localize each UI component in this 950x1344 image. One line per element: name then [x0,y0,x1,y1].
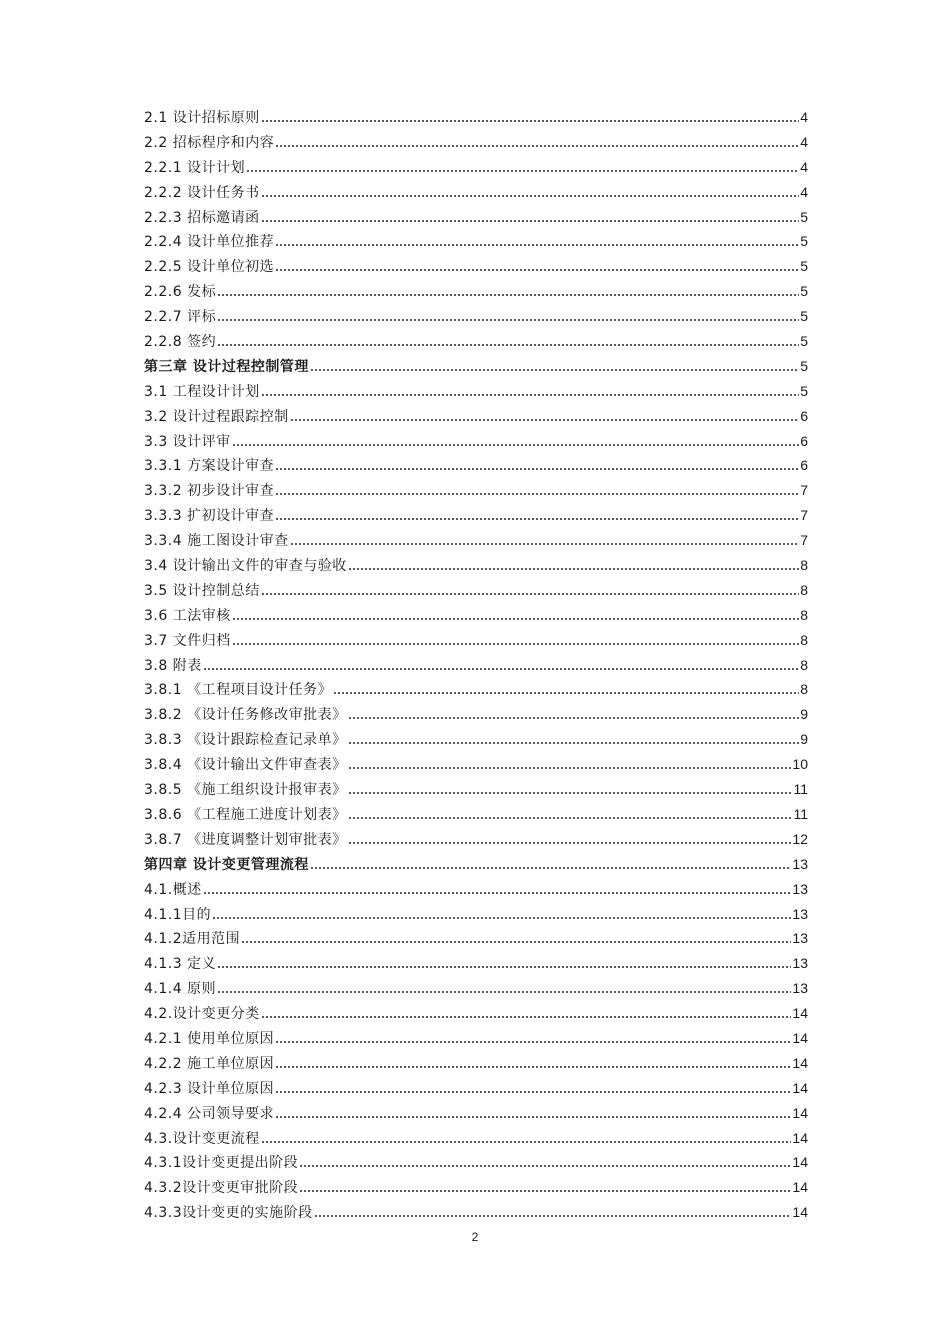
toc-entry[interactable] [144,1126,808,1151]
toc-entry[interactable] [144,478,808,503]
toc-entry-label: 3.3 设计评审 [144,433,231,450]
toc-entry[interactable] [144,802,808,827]
toc-dot-leader [275,1104,791,1118]
toc-entry-page: 14 [792,1104,808,1121]
toc-entry[interactable] [144,951,808,976]
toc-entry-label: 4.1.2适用范围 [144,931,241,948]
toc-dot-leader [261,183,800,197]
toc-entry-page: 14 [792,1079,808,1096]
toc-entry-label: 2.2.4 设计单位推荐 [144,234,275,251]
toc-entry-label: 3.8.6 《工程施工进度计划表》 [144,806,347,823]
toc-entry[interactable] [144,653,808,678]
toc-dot-leader [275,257,799,271]
toc-entry-label: 3.8.3 《设计跟踪检查记录单》 [144,732,347,749]
toc-entry[interactable] [144,926,808,951]
toc-entry-page: 14 [792,1129,808,1146]
toc-entry-page: 13 [792,980,808,997]
toc-entry[interactable] [144,553,808,578]
toc-entry[interactable] [144,1076,808,1101]
toc-dot-leader [348,556,799,570]
toc-entry-label: 4.2.1 使用单位原因 [144,1030,275,1047]
toc-dot-leader [232,606,799,620]
toc-dot-leader [246,158,799,172]
toc-dot-leader [261,208,800,222]
toc-entry-label: 3.3.2 初步设计审查 [144,483,275,500]
toc-entry-label: 3.8 附表 [144,657,202,674]
toc-entry[interactable] [144,1001,808,1026]
toc-entry-page: 11 [793,805,808,822]
table-of-contents [144,105,808,1225]
toc-entry[interactable] [144,453,808,478]
toc-entry-page: 5 [800,308,808,325]
toc-dot-leader [348,755,792,769]
toc-entry-page: 6 [800,432,808,449]
toc-entry[interactable] [144,702,808,727]
toc-dot-leader [333,680,799,694]
toc-entry-label: 2.2 招标程序和内容 [144,134,275,151]
toc-entry[interactable] [144,429,808,454]
toc-entry-label: 第四章 设计变更管理流程 [144,856,309,873]
toc-entry-page: 13 [792,930,808,947]
toc-entry-page: 13 [792,855,808,872]
toc-dot-leader [275,1079,791,1093]
toc-entry-page: 11 [793,781,808,798]
toc-entry-page: 12 [792,830,808,847]
toc-dot-leader [261,581,799,595]
toc-entry[interactable] [144,1051,808,1076]
toc-entry[interactable] [144,827,808,852]
toc-entry-label: 2.2.3 招标邀请函 [144,209,260,226]
toc-entry[interactable] [144,279,808,304]
toc-entry[interactable] [144,677,808,702]
toc-entry[interactable] [144,329,808,354]
toc-entry[interactable] [144,404,808,429]
toc-dot-leader [261,382,799,396]
toc-entry-page: 14 [792,1204,808,1221]
toc-dot-leader [212,905,791,919]
toc-entry-label: 4.2.2 施工单位原因 [144,1055,275,1072]
toc-entry-label: 3.8.1 《工程项目设计任务》 [144,682,333,699]
toc-entry-label: 3.2 设计过程跟踪控制 [144,408,289,425]
toc-dot-leader [275,232,799,246]
toc-dot-leader [275,481,799,495]
toc-entry-page: 4 [800,133,808,150]
toc-dot-leader [348,830,792,844]
toc-entry-page: 6 [800,457,808,474]
toc-dot-leader [261,1129,792,1143]
toc-entry[interactable] [144,1175,808,1200]
toc-entry-page: 10 [792,756,808,773]
toc-entry-page: 5 [800,382,808,399]
toc-entry-label: 2.2.2 设计任务书 [144,184,260,201]
toc-dot-leader [261,1004,792,1018]
toc-entry-label: 3.8.4 《设计输出文件审查表》 [144,757,347,774]
toc-entry[interactable] [144,105,808,130]
toc-dot-leader [275,133,799,147]
toc-dot-leader [217,979,791,993]
toc-entry-page: 14 [792,1029,808,1046]
toc-entry[interactable] [144,155,808,180]
toc-entry-label: 4.3.设计变更流程 [144,1130,260,1147]
toc-entry-page: 4 [800,109,808,125]
toc-dot-leader [299,1178,791,1192]
toc-entry-page: 13 [792,955,808,972]
toc-entry[interactable] [144,229,808,254]
toc-entry[interactable] [144,578,808,603]
toc-entry[interactable] [144,976,808,1001]
toc-entry-label: 第三章 设计过程控制管理 [144,358,309,375]
toc-entry[interactable] [144,528,808,553]
toc-entry-label: 3.3.1 方案设计审查 [144,458,275,475]
toc-entry-page: 13 [792,905,808,922]
toc-entry-label: 4.1.3 定义 [144,956,217,973]
toc-entry-label: 4.3.2设计变更审批阶段 [144,1180,299,1197]
toc-entry-page: 8 [800,581,808,598]
toc-entry-page: 5 [800,357,808,374]
toc-entry-label: 2.2.5 设计单位初选 [144,259,275,276]
toc-entry-page: 14 [792,1054,808,1071]
toc-dot-leader [310,855,792,869]
toc-entry[interactable] [144,777,808,802]
toc-entry-page: 4 [800,183,808,200]
toc-entry-label: 3.8.5 《施工组织设计报审表》 [144,782,347,799]
toc-entry[interactable] [144,205,808,230]
toc-dot-leader [275,456,799,470]
toc-entry-page: 5 [800,208,808,225]
toc-entry-page: 4 [800,158,808,175]
toc-entry-label: 3.1 工程设计计划 [144,383,260,400]
toc-entry[interactable] [144,1150,808,1175]
toc-entry-label: 4.2.设计变更分类 [144,1006,260,1023]
toc-entry-label: 4.3.1设计变更提出阶段 [144,1155,299,1172]
toc-dot-leader [348,780,793,794]
toc-entry[interactable] [144,628,808,653]
toc-entry-page: 5 [800,258,808,275]
toc-entry-page: 14 [792,1154,808,1171]
toc-dot-leader [275,1054,791,1068]
toc-entry[interactable] [144,752,808,777]
toc-entry-page: 7 [800,482,808,499]
toc-dot-leader [217,332,799,346]
toc-dot-leader [348,730,800,744]
toc-dot-leader [290,531,800,545]
toc-dot-leader [348,705,800,719]
toc-dot-leader [217,954,791,968]
toc-dot-leader [232,432,799,446]
toc-dot-leader [290,407,799,421]
toc-entry-label: 2.2.8 签约 [144,334,217,351]
toc-dot-leader [310,357,799,371]
toc-entry-page: 9 [800,731,808,748]
toc-chapter-entry[interactable] [144,852,808,877]
toc-dot-leader [232,631,799,645]
toc-entry[interactable] [144,1200,808,1225]
toc-entry-page: 6 [800,407,808,424]
toc-dot-leader [217,282,799,296]
toc-entry-label: 4.1.概述 [144,881,202,898]
toc-entry-page: 8 [800,606,808,623]
toc-entry[interactable] [144,1026,808,1051]
toc-entry[interactable] [144,727,808,752]
toc-entry-label: 3.3.4 施工图设计审查 [144,533,289,550]
toc-entry-page: 14 [792,1179,808,1196]
toc-dot-leader [348,805,793,819]
toc-dot-leader [241,929,791,943]
toc-entry-label: 3.6 工法审核 [144,607,231,624]
toc-entry-label: 2.2.7 评标 [144,309,217,326]
toc-entry-label: 3.8.2 《设计任务修改审批表》 [144,707,347,724]
toc-entry[interactable] [144,902,808,927]
toc-entry-label: 4.3.3设计变更的实施阶段 [144,1205,313,1222]
toc-dot-leader [275,506,799,520]
toc-entry-label: 4.1.4 原则 [144,981,217,998]
toc-entry-page: 8 [800,681,808,698]
toc-dot-leader [275,1029,791,1043]
toc-entry-label: 3.3.3 扩初设计审查 [144,508,275,525]
toc-entry-page: 9 [800,706,808,723]
toc-entry-page: 5 [800,283,808,300]
toc-entry-page: 8 [800,656,808,673]
toc-entry-page: 14 [792,1005,808,1022]
toc-entry-page: 8 [800,631,808,648]
toc-entry-page: 8 [800,557,808,574]
toc-entry-label: 2.2.1 设计计划 [144,159,246,176]
toc-chapter-entry[interactable] [144,354,808,379]
toc-dot-leader [314,1203,792,1217]
toc-entry[interactable] [144,503,808,528]
toc-entry-page: 5 [800,233,808,250]
toc-entry[interactable] [144,130,808,155]
toc-entry-label: 3.4 设计输出文件的审查与验收 [144,558,347,575]
toc-entry[interactable] [144,603,808,628]
toc-entry[interactable] [144,1101,808,1126]
toc-entry-label: 2.1 设计招标原则 [144,110,260,126]
toc-entry-label: 4.1.1目的 [144,906,212,923]
toc-entry[interactable] [144,379,808,404]
toc-entry-label: 4.2.3 设计单位原因 [144,1080,275,1097]
toc-entry-label: 3.5 设计控制总结 [144,582,260,599]
toc-entry-page: 13 [792,880,808,897]
toc-entry-label: 3.8.7 《进度调整计划审批表》 [144,831,347,848]
toc-dot-leader [261,108,799,122]
toc-entry-label: 2.2.6 发标 [144,284,217,301]
toc-dot-leader [203,656,799,670]
toc-entry[interactable] [144,254,808,279]
toc-dot-leader [217,307,799,321]
toc-entry-page: 7 [800,532,808,549]
toc-entry[interactable] [144,180,808,205]
toc-entry[interactable] [144,877,808,902]
toc-entry-page: 7 [800,507,808,524]
toc-entry-label: 3.7 文件归档 [144,632,231,649]
toc-entry-label: 4.2.4 公司领导要求 [144,1105,275,1122]
toc-dot-leader [203,880,792,894]
toc-entry-page: 5 [800,333,808,350]
toc-entry[interactable] [144,304,808,329]
page-number: 2 [471,1230,479,1244]
toc-dot-leader [299,1153,791,1167]
